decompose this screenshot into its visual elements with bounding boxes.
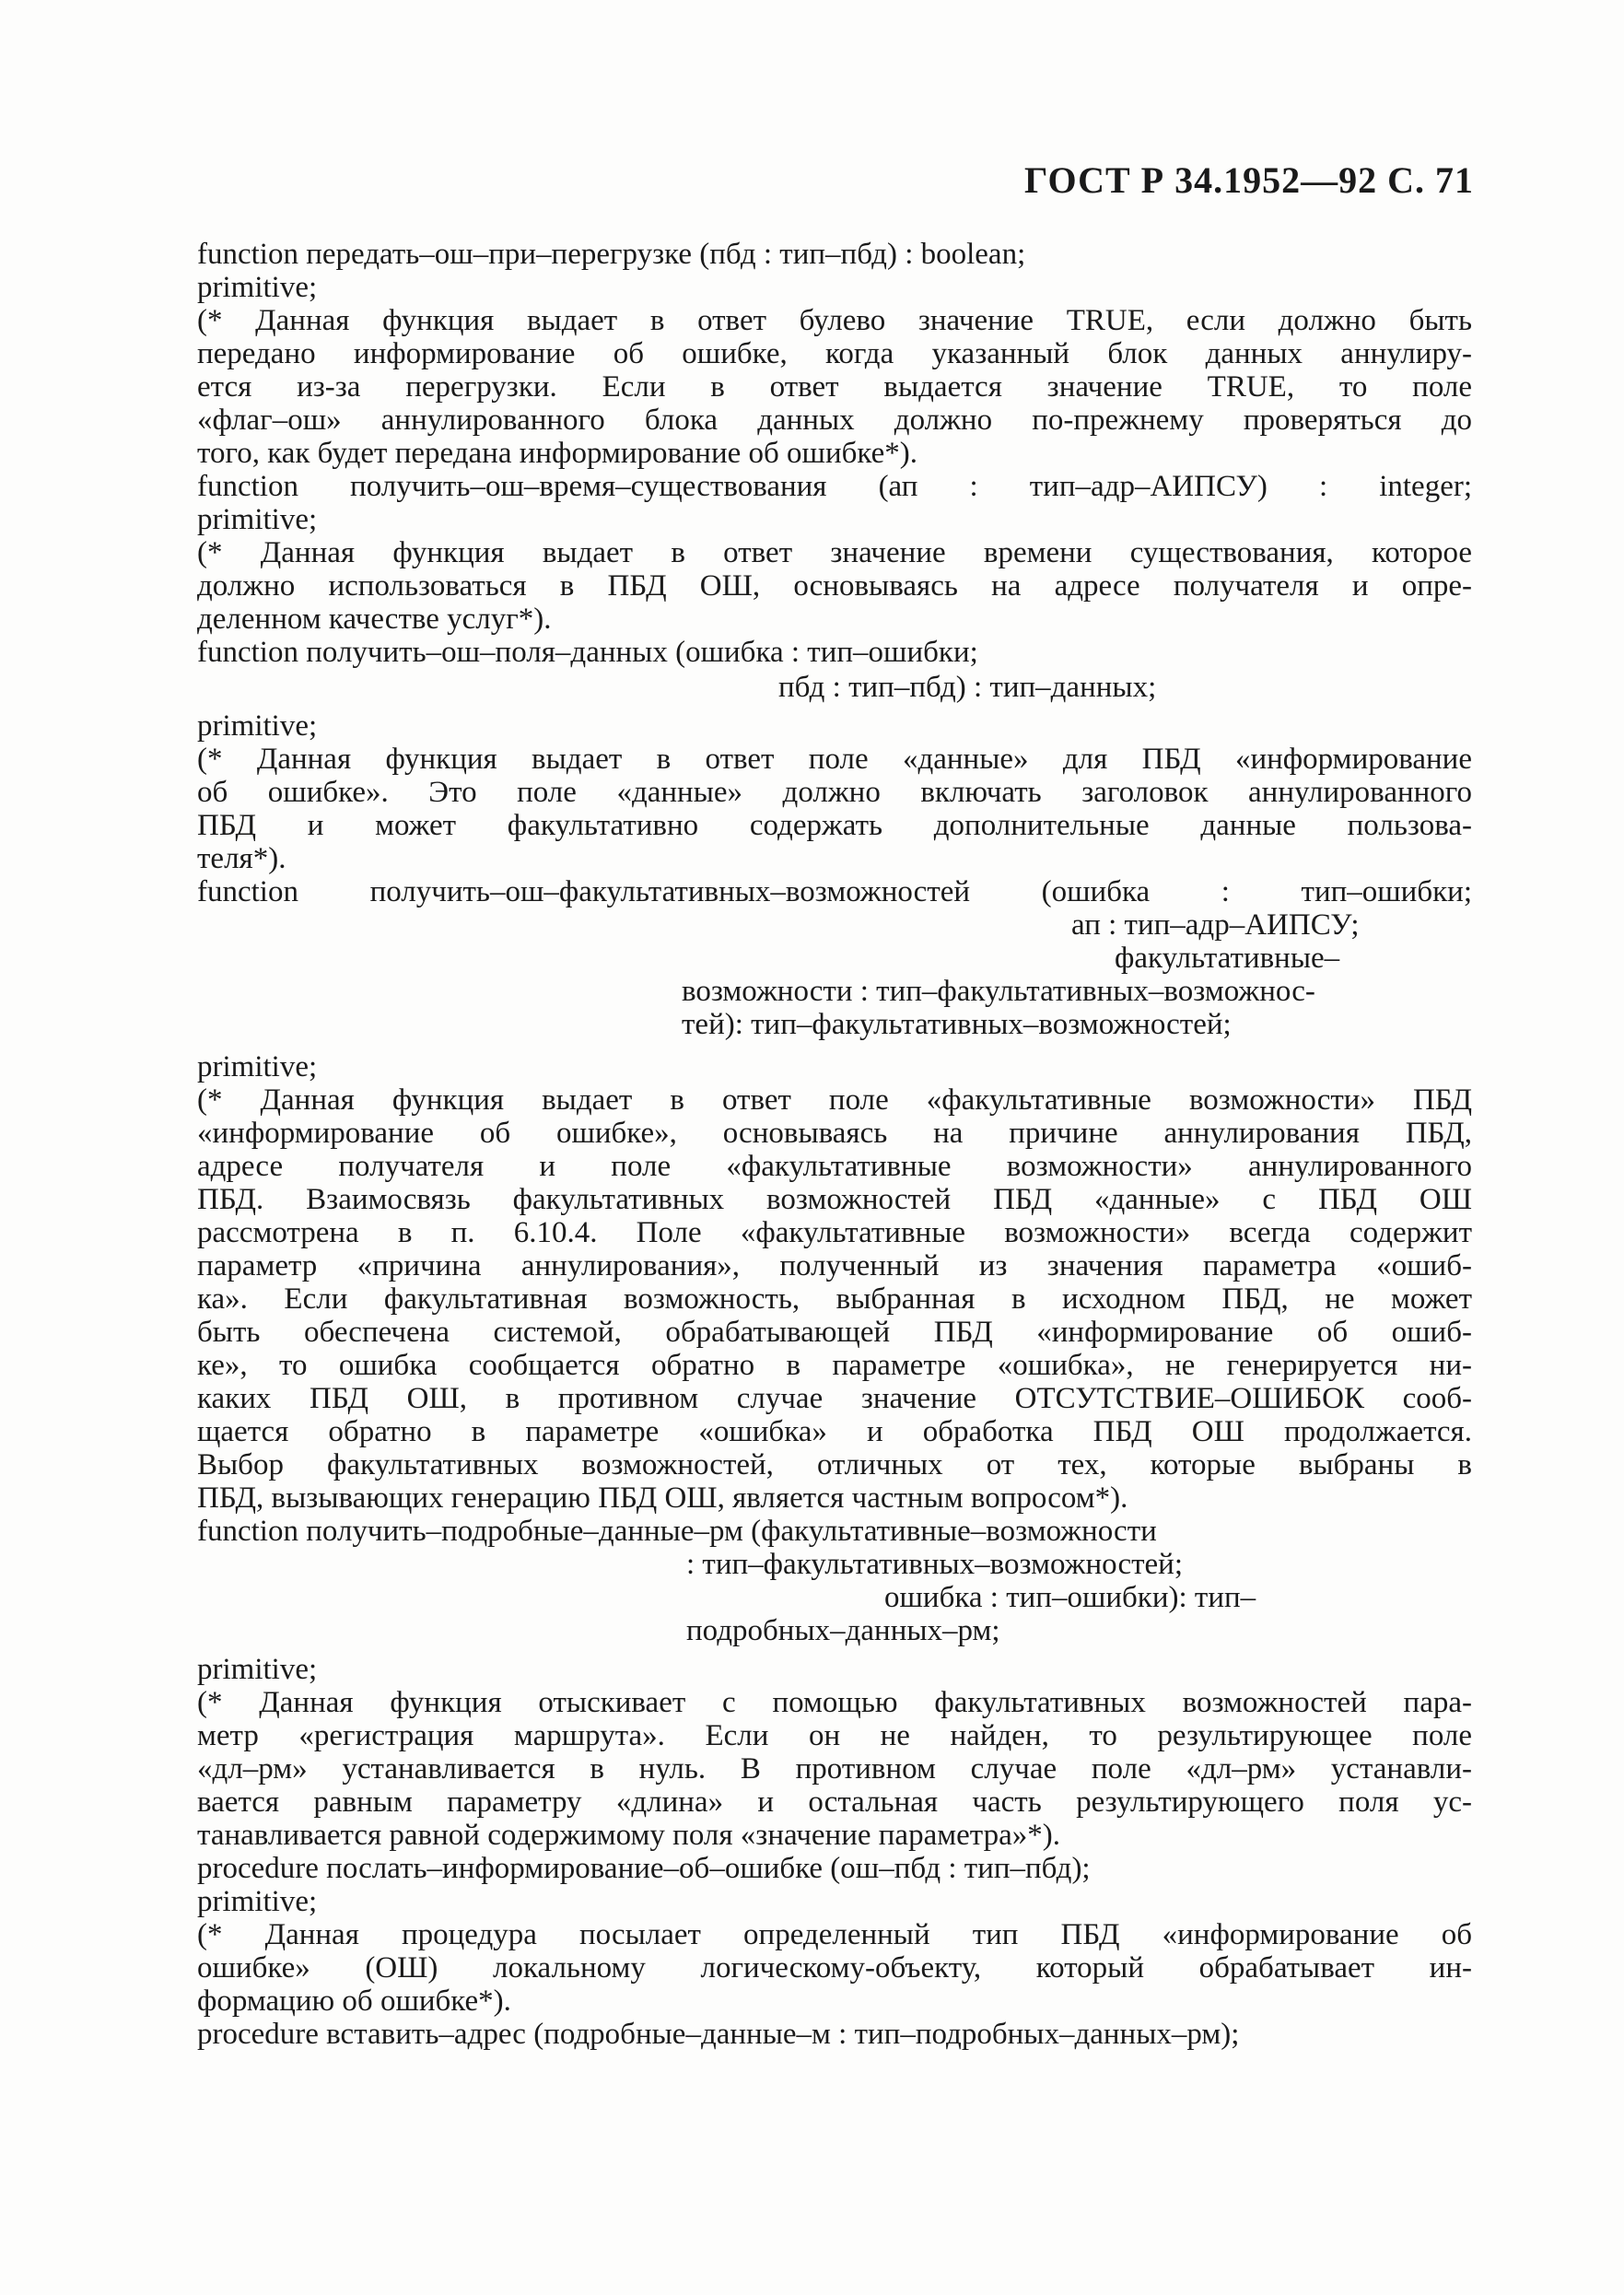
text-line: ошибка : тип–ошибки): тип–: [884, 1581, 1256, 1614]
text-line: ПБД, вызывающих генерацию ПБД ОШ, является частным вопросом*).: [197, 1481, 1128, 1515]
text-line: (* Данная функция выдает в ответ поле «данные» для ПБД «информирование: [197, 743, 1472, 776]
text-line: возможности : тип–факультативных–возможнос-: [682, 975, 1315, 1008]
text-line: подробных–данных–рм;: [686, 1614, 1000, 1647]
text-line: primitive;: [197, 271, 318, 304]
text-line: факультативные–: [1115, 942, 1340, 975]
text-line: вается равным параметру «длина» и остальная часть результирующего поля ус-: [197, 1786, 1472, 1819]
text-line: (* Данная функция отыскивает с помощью факультативных возможностей пара-: [197, 1686, 1472, 1719]
text-line: рассмотрена в п. 6.10.4. Поле «факультативные возможности» всегда содержит: [197, 1216, 1472, 1249]
text-line: function передать–ош–при–перегрузке (пбд : тип–пбд) : boolean;: [197, 238, 1026, 271]
text-line: деленном качестве услуг*).: [197, 603, 552, 636]
text-line: передано информирование об ошибке, когда указанный блок данных аннулиру-: [197, 337, 1472, 370]
text-line: метр «регистрация маршрута». Если он не найден, то результирующее поле: [197, 1719, 1472, 1752]
text-line: того, как будет передана информирование об ошибке*).: [197, 437, 917, 470]
text-line: формацию об ошибке*).: [197, 1985, 511, 2018]
text-line: (* Данная функция выдает в ответ значение времени существования, которое: [197, 536, 1472, 569]
text-line: об ошибке». Это поле «данные» должно включать заголовок аннулированного: [197, 776, 1472, 809]
text-line: function получить–ош–факультативных–возможностей (ошибка : тип–ошибки;: [197, 875, 1472, 908]
text-line: быть обеспечена системой, обрабатывающей ПБД «информирование об ошиб-: [197, 1316, 1472, 1349]
text-line: (* Данная процедура посылает определенный тип ПБД «информирование об: [197, 1918, 1472, 1951]
text-line: Выбор факультативных возможностей, отличных от тех, которые выбраны в: [197, 1448, 1472, 1481]
text-line: primitive;: [197, 1050, 318, 1083]
text-line: (* Данная функция выдает в ответ булево значение TRUE, если должно быть: [197, 304, 1472, 337]
text-line: танавливается равной содержимому поля «значение параметра»*).: [197, 1819, 1060, 1852]
text-line: ПБД и может факультативно содержать дополнительные данные пользова-: [197, 809, 1472, 842]
text-line: должно использоваться в ПБД ОШ, основываясь на адресе получателя и опре-: [197, 569, 1472, 603]
text-line: procedure послать–информирование–об–ошибке (ош–пбд : тип–пбд);: [197, 1852, 1091, 1885]
text-line: function получить–подробные–данные–рм (факультативные–возможности: [197, 1515, 1157, 1548]
text-line: ап : тип–адр–АИПСУ;: [1071, 908, 1360, 942]
text-line: «дл–рм» устанавливается в нуль. В противном случае поле «дл–рм» устанавли-: [197, 1752, 1472, 1786]
text-line: function получить–ош–поля–данных (ошибка : тип–ошибки;: [197, 636, 978, 669]
text-line: тей): тип–факультативных–возможностей;: [682, 1008, 1232, 1041]
text-line: «информирование об ошибке», основываясь на причине аннулирования ПБД,: [197, 1117, 1472, 1150]
text-line: function получить–ош–время–существования (ап : тип–адр–АИПСУ) : integer;: [197, 470, 1472, 503]
text-line: primitive;: [197, 503, 318, 536]
text-line: пбд : тип–пбд) : тип–данных;: [778, 671, 1157, 704]
text-line: primitive;: [197, 709, 318, 743]
text-line: (* Данная функция выдает в ответ поле «факультативные возможности» ПБД: [197, 1083, 1472, 1117]
text-line: ПБД. Взаимосвязь факультативных возможностей ПБД «данные» с ПБД ОШ: [197, 1183, 1472, 1216]
text-line: щается обратно в параметре «ошибка» и обработка ПБД ОШ продолжается.: [197, 1415, 1472, 1448]
text-line: ется из-за перегрузки. Если в ответ выдается значение TRUE, то поле: [197, 370, 1472, 404]
text-line: ка». Если факультативная возможность, выбранная в исходном ПБД, не может: [197, 1282, 1472, 1316]
text-line: «флаг–ош» аннулированного блока данных должно по-прежнему проверяться до: [197, 404, 1472, 437]
text-line: : тип–факультативных–возможностей;: [686, 1548, 1183, 1581]
text-line: каких ПБД ОШ, в противном случае значение ОТСУТСТВИЕ–ОШИБОК сооб-: [197, 1382, 1472, 1415]
text-line: ошибке» (ОШ) локальному логическому-объекту, который обрабатывает ин-: [197, 1951, 1472, 1985]
text-line: primitive;: [197, 1885, 318, 1918]
text-line: адресе получателя и поле «факультативные возможности» аннулированного: [197, 1150, 1472, 1183]
text-line: primitive;: [197, 1653, 318, 1686]
text-line: ке», то ошибка сообщается обратно в параметре «ошибка», не генерируется ни-: [197, 1349, 1472, 1382]
page-header: ГОСТ Р 34.1952—92 С. 71: [1024, 159, 1474, 201]
text-line: параметр «причина аннулирования», полученный из значения параметра «ошиб-: [197, 1249, 1472, 1282]
text-line: теля*).: [197, 842, 286, 875]
text-line: procedure вставить–адрес (подробные–данные–м : тип–подробных–данных–рм);: [197, 2018, 1240, 2051]
